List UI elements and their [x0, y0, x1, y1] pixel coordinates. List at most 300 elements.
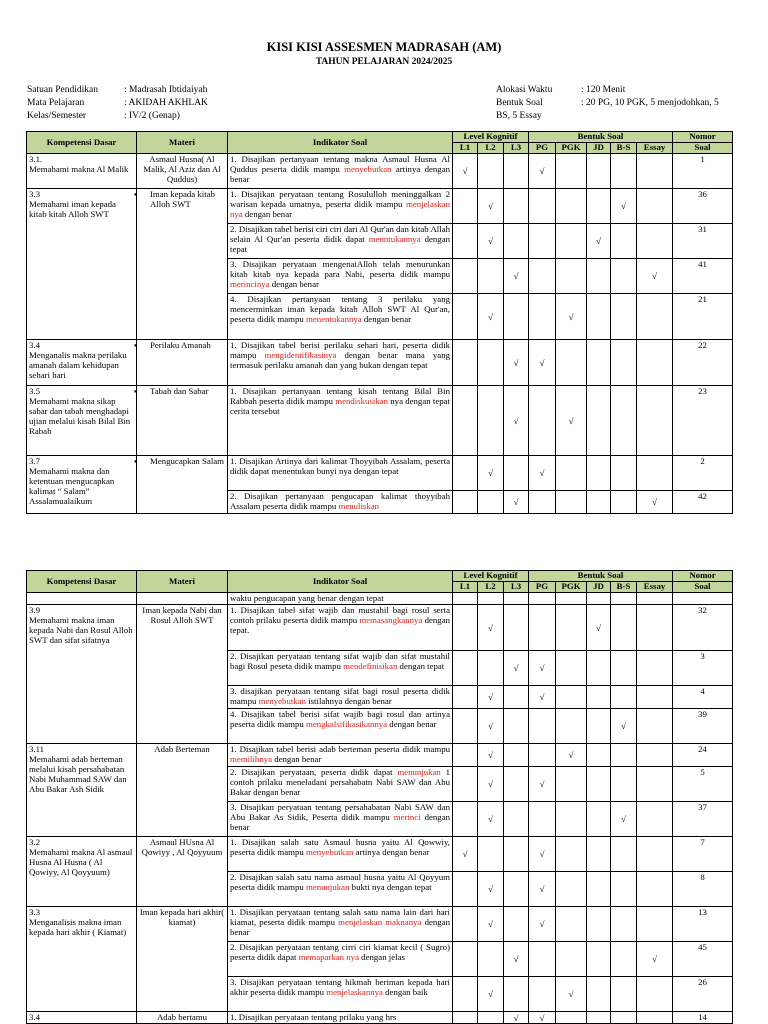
check-cell-pgk: [556, 872, 587, 907]
table-row: [27, 340, 733, 386]
kompetensi-dasar-text: 3.1.: [29, 154, 43, 164]
check-cell-l3: [504, 340, 529, 386]
check-cell-l1: [453, 340, 478, 386]
col-l3: L3: [504, 143, 529, 154]
info-value-continued: BS, 5 Essay: [496, 111, 542, 121]
check-cell-pg: [529, 1012, 556, 1024]
check-cell-b-s: [611, 340, 637, 386]
operational-verb: menunjukan: [397, 767, 441, 777]
check-mark-icon: √: [488, 468, 493, 478]
operational-verb: menyebutkan: [258, 696, 306, 706]
check-cell-l1: [453, 1012, 478, 1024]
check-cell-b-s: [611, 942, 637, 977]
check-cell-jd: [587, 651, 611, 686]
indikator-text: istilahnya dengan benar: [305, 696, 392, 706]
kompetensi-dasar-text: 3.4: [29, 1012, 40, 1022]
indikator-text: 2. Disajikan pertanyaan pengucapan kalimat thoyyibah Assalam peserta didik mampu: [230, 491, 450, 511]
indikator-text: artinya dengan benar: [353, 847, 430, 857]
check-cell-l3: [504, 709, 529, 744]
col-l3: L3: [504, 582, 529, 593]
check-cell-jd: [587, 593, 611, 605]
indikator-cell: [228, 456, 453, 491]
operational-verb: menjelaskannya: [326, 987, 383, 997]
check-cell-pgk: [556, 977, 587, 1012]
check-cell-pg: [529, 942, 556, 977]
indikator-text: 2. Disajikan tabel berisi ciri ciri dari Al Qur'an dan kitab Allah selain Al Qur'an peserta didik dapat: [230, 224, 450, 244]
check-cell-l1: [453, 837, 478, 872]
check-mark-icon: √: [621, 201, 626, 211]
indikator-text: 1. Disajikan tabel berisi adab berteman peserta didik mampu: [230, 744, 450, 754]
operational-verb: menntukannya: [368, 234, 421, 244]
kompetensi-dasar-cell: [27, 1012, 137, 1024]
kompetensi-dasar-cell: [27, 907, 137, 1012]
col-indikator-soal: Indikator Soal: [228, 132, 453, 154]
indikator-cell: [228, 977, 453, 1012]
table-row: [27, 456, 733, 491]
check-cell-b-s: [611, 259, 637, 294]
indikator-cell: [228, 767, 453, 802]
kompetensi-dasar-text: Memahami iman kepada kitab kitab Alloh SWT: [29, 199, 116, 219]
check-cell-l2: [478, 294, 504, 340]
check-cell-pgk: [556, 224, 587, 259]
check-cell-pg: [529, 651, 556, 686]
check-cell-pgk: [556, 907, 587, 942]
kompetensi-dasar-text: Memahami makna iman kepada Nabi dan Rosul Alloh SWT dan sifat sifatnya: [29, 615, 133, 645]
check-cell-pg: [529, 907, 556, 942]
check-cell-pgk: [556, 767, 587, 802]
check-cell-jd: [587, 259, 611, 294]
nomor-soal-cell: 41: [673, 259, 733, 294]
check-mark-icon: √: [539, 166, 545, 176]
check-mark-icon: √: [652, 271, 657, 281]
kompetensi-dasar-text: 3.2: [29, 837, 40, 847]
document-subtitle: TAHUN PELAJARAN 2024/2025: [315, 57, 453, 67]
materi-cell: [134, 189, 228, 340]
check-cell-l3: [504, 593, 529, 605]
check-cell-essay: [637, 189, 673, 224]
operational-verb: merincinya: [230, 279, 270, 289]
indikator-text: 1. Disajikan peryataan tentang prilaku yang hrs: [230, 1012, 397, 1022]
header-row: [27, 132, 733, 143]
materi-cell: [134, 386, 228, 456]
indikator-cell: [228, 837, 453, 872]
table-body: [27, 593, 733, 1024]
check-cell-essay: [637, 259, 673, 294]
check-cell-pgk: [556, 593, 587, 605]
check-cell-essay: [637, 767, 673, 802]
check-cell-pgk: [556, 837, 587, 872]
check-cell-b-s: [611, 386, 637, 456]
indikator-cell: [228, 605, 453, 651]
check-cell-b-s: [611, 224, 637, 259]
check-cell-essay: [637, 340, 673, 386]
check-cell-jd: [587, 872, 611, 907]
check-cell-b-s: [611, 767, 637, 802]
indikator-text: 4. Disajikan tabel berisi sifat wajib bagi rosul dan artinya peserta didik mampu: [230, 709, 450, 729]
check-cell-l2: [478, 942, 504, 977]
kompetensi-dasar-cell: [27, 154, 137, 189]
check-mark-icon: √: [488, 692, 493, 702]
check-cell-l2: [478, 651, 504, 686]
check-cell-l3: [504, 259, 529, 294]
check-mark-icon: √: [596, 236, 601, 246]
materi-cell: [137, 837, 228, 907]
check-cell-pg: [529, 259, 556, 294]
kompetensi-dasar-cell: [27, 340, 137, 386]
col-nomor: Nomor: [673, 132, 733, 143]
indikator-text: 1. Disajikan tabel sifat wajib dan mustahil bagi rosul serta contoh prilaku peserta didik mampu: [230, 605, 450, 625]
kompetensi-dasar-cell: [27, 593, 137, 605]
check-mark-icon: √: [621, 721, 626, 731]
check-cell-jd: [587, 294, 611, 340]
kompetensi-dasar-text: Menganalis makna perilaku amanah dalam kehidupan sehari hari: [29, 350, 127, 380]
check-cell-b-s: [611, 154, 637, 189]
operational-verb: menyebutkan: [344, 164, 392, 174]
check-cell-pgk: [556, 154, 587, 189]
check-mark-icon: √: [488, 919, 493, 929]
col-kompetensi-dasar: Kompetensi Dasar: [27, 132, 137, 154]
operational-verb: mengkalsifikasikannya: [305, 719, 388, 729]
check-mark-icon: √: [539, 692, 545, 702]
indikator-text: 1. Disajikan tabel berisi perilaku sehari hari, peserta didik mampu: [230, 340, 450, 360]
check-mark-icon: √: [539, 919, 545, 929]
table-header: [27, 132, 733, 154]
check-cell-essay: [637, 1012, 673, 1024]
check-mark-icon: √: [652, 954, 657, 964]
check-cell-pg: [529, 294, 556, 340]
nomor-soal-cell: 4: [673, 686, 733, 709]
check-cell-essay: [637, 651, 673, 686]
col-level-kognitif: Level Kognitif: [453, 132, 529, 143]
operational-verb: menuliskan: [338, 501, 380, 511]
operational-verb: menyebutkan: [305, 847, 354, 857]
check-cell-pg: [529, 744, 556, 767]
check-cell-l2: [478, 837, 504, 872]
materi-cell: [137, 605, 228, 744]
check-cell-l3: [504, 386, 529, 456]
kompetensi-dasar-cell: [27, 456, 137, 514]
check-cell-pg: [529, 386, 556, 456]
kompetensi-dasar-text: 3.11: [29, 744, 45, 754]
indikator-text: dengan tepat: [230, 234, 450, 254]
check-cell-essay: [637, 593, 673, 605]
check-cell-essay: [637, 709, 673, 744]
check-mark-icon: √: [513, 357, 519, 368]
check-cell-l2: [478, 456, 504, 491]
col-pg: PG: [529, 582, 556, 593]
indikator-text: 1. Disajikan pertanyaan tentang makna Asmaul Husna Al Quddus peserta didik mampu: [230, 154, 450, 174]
kompetensi-dasar-text: 3.4: [29, 340, 40, 350]
indikator-text: 4. Disajikan pertanyaan tentang 3 perilaku yang mencerminkan iman kepada kitab Alloh SWT Al Qur'an, peserta didik mampu: [230, 294, 450, 324]
operational-verb: memilihnya: [230, 754, 273, 764]
check-cell-essay: [637, 224, 673, 259]
indikator-text: dengan benar: [242, 209, 293, 219]
check-cell-b-s: [611, 294, 637, 340]
indikator-text: dengan tepat: [397, 661, 445, 671]
check-cell-b-s: [611, 872, 637, 907]
check-cell-l1: [453, 189, 478, 224]
indikator-cell: [228, 942, 453, 977]
nomor-soal-cell: 21: [673, 294, 733, 340]
nomor-soal-cell: [673, 593, 733, 605]
indikator-text: 3. Disajikan peryataan mengenaiAlloh telah menurunkan kitab kitab nya kepada para Nabi, peserta didik mampu: [230, 259, 450, 279]
check-mark-icon: √: [513, 663, 519, 673]
table-row: [27, 189, 733, 224]
check-cell-pg: [529, 837, 556, 872]
operational-verb: memaparkan nya: [298, 952, 359, 962]
check-cell-b-s: [611, 744, 637, 767]
indikator-text: dengan benar: [387, 719, 437, 729]
check-mark-icon: √: [488, 622, 493, 633]
nomor-soal-cell: 32: [673, 605, 733, 651]
check-mark-icon: √: [488, 750, 493, 760]
check-mark-icon: √: [513, 954, 519, 964]
col-pgk: PGK: [556, 582, 587, 593]
indikator-cell: [228, 491, 453, 514]
check-cell-jd: [587, 456, 611, 491]
check-cell-essay: [637, 686, 673, 709]
check-cell-l3: [504, 872, 529, 907]
col-essay: Essay: [637, 143, 673, 154]
check-cell-pg: [529, 189, 556, 224]
check-cell-jd: [587, 942, 611, 977]
indikator-text: 3. Disajikan peryataan tentang hikmah beriman kepada hari akhir peserta didik mampu: [230, 977, 450, 997]
check-cell-l2: [478, 224, 504, 259]
col-materi: Materi: [137, 132, 228, 154]
check-cell-l3: [504, 767, 529, 802]
materi-cell: [137, 1012, 228, 1024]
table-row: [27, 154, 733, 189]
check-mark-icon: √: [488, 884, 493, 894]
check-cell-pgk: [556, 709, 587, 744]
col-nomor: Nomor: [673, 571, 733, 582]
check-mark-icon: √: [539, 663, 545, 673]
col-pg: PG: [529, 143, 556, 154]
check-cell-l3: [504, 942, 529, 977]
check-cell-l1: [453, 872, 478, 907]
indikator-text: dengan benar mana yang termasuk perilaku amanah dan yang bukan dengan tepat: [230, 350, 450, 370]
check-cell-b-s: [611, 491, 637, 514]
kompetensi-dasar-cell: [27, 386, 137, 456]
check-cell-l2: [478, 872, 504, 907]
check-cell-l3: [504, 456, 529, 491]
check-cell-pg: [529, 686, 556, 709]
col-soal: Soal: [673, 582, 733, 593]
col-bentuk-soal: Bentuk Soal: [529, 132, 673, 143]
check-mark-icon: √: [488, 779, 493, 789]
check-cell-pgk: [556, 340, 587, 386]
col-materi: Materi: [137, 571, 228, 593]
check-cell-essay: [637, 386, 673, 456]
check-cell-l2: [478, 686, 504, 709]
indikator-text: 2. Disajikan peryataan, peserta didik dapat: [230, 767, 398, 777]
check-cell-b-s: [611, 593, 637, 605]
materi-text: Asmaul Husna( Al Malik, Al Aziz dan Al Quddus): [143, 154, 221, 184]
info-value: : AKIDAH AKHLAK: [124, 98, 208, 108]
check-cell-l2: [478, 189, 504, 224]
check-cell-l2: [478, 802, 504, 837]
materi-cell: [137, 154, 228, 189]
check-cell-l1: [453, 154, 478, 189]
identity-right: [496, 84, 741, 121]
check-mark-icon: √: [488, 814, 493, 824]
operational-verb: menjelaskan maknanya: [338, 917, 422, 927]
check-cell-jd: [587, 837, 611, 872]
check-cell-essay: [637, 872, 673, 907]
kompetensi-dasar-cell: [27, 837, 137, 907]
check-cell-b-s: [611, 977, 637, 1012]
nomor-soal-cell: 37: [673, 802, 733, 837]
check-cell-l2: [478, 154, 504, 189]
indikator-text: dengan tepat.: [230, 615, 450, 635]
check-cell-pgk: [556, 259, 587, 294]
check-cell-l1: [453, 224, 478, 259]
materi-text: Perilaku Amanah: [150, 340, 211, 350]
indikator-cell: [228, 709, 453, 744]
nomor-soal-cell: 45: [673, 942, 733, 977]
check-cell-l1: [453, 744, 478, 767]
check-cell-jd: [587, 154, 611, 189]
check-cell-l1: [453, 686, 478, 709]
check-cell-pgk: [556, 294, 587, 340]
check-cell-l3: [504, 837, 529, 872]
materi-cell: [137, 593, 228, 605]
document-title: KISI KISI ASSESMEN MADRASAH (AM): [266, 40, 502, 54]
indikator-cell: [228, 294, 453, 340]
check-cell-jd: [587, 802, 611, 837]
check-cell-pg: [529, 977, 556, 1012]
check-cell-l1: [453, 802, 478, 837]
header-row: [27, 571, 733, 582]
check-cell-l3: [504, 154, 529, 189]
check-cell-l2: [478, 977, 504, 1012]
kompetensi-dasar-text: Memahami makna Al asmaul Husna Al Husna ( Al Qowiyy, Al Qoyyuum): [29, 847, 133, 877]
check-cell-l1: [453, 709, 478, 744]
check-mark-icon: √: [513, 415, 519, 426]
indikator-cell: [228, 1012, 453, 1024]
materi-text: Adab bertamu: [156, 1012, 208, 1022]
check-cell-l2: [478, 491, 504, 514]
indikator-cell: [228, 340, 453, 386]
check-cell-l3: [504, 907, 529, 942]
col-b-s: B-S: [611, 582, 637, 593]
table-row: [27, 744, 733, 767]
check-cell-pgk: [556, 942, 587, 977]
check-cell-l1: [453, 259, 478, 294]
nomor-soal-cell: 5: [673, 767, 733, 802]
check-cell-jd: [587, 709, 611, 744]
indikator-text: 1. Disajikan Artinya dari kalimat Thoyyibah Assalam, peserta didik dapat menentukan bunyi nya dengan tepat: [230, 456, 450, 476]
check-cell-l3: [504, 686, 529, 709]
check-cell-pgk: [556, 189, 587, 224]
check-cell-jd: [587, 1012, 611, 1024]
check-mark-icon: √: [539, 1012, 545, 1023]
table-row: [27, 907, 733, 942]
check-cell-l1: [453, 767, 478, 802]
check-mark-icon: √: [488, 236, 493, 246]
operational-verb: menjelaskan nya: [230, 199, 450, 219]
indikator-text: 2. Disajikan salah satu nama asmaul husna yaitu Al Qoyyum peserta didik mampu: [230, 872, 450, 892]
check-cell-essay: [637, 942, 673, 977]
check-mark-icon: √: [488, 989, 493, 999]
check-cell-l2: [478, 744, 504, 767]
check-cell-l1: [453, 593, 478, 605]
indikator-cell: [228, 189, 453, 224]
check-mark-icon: √: [539, 779, 545, 789]
col-b-s: B-S: [611, 143, 637, 154]
nomor-soal-cell: 31: [673, 224, 733, 259]
materi-cell: [134, 340, 228, 386]
check-cell-b-s: [611, 802, 637, 837]
table-row: [27, 593, 733, 605]
check-cell-pg: [529, 802, 556, 837]
check-cell-l1: [453, 386, 478, 456]
indikator-text: nya dengan tepat cerita tersebut: [230, 396, 450, 416]
check-cell-pgk: [556, 605, 587, 651]
check-cell-l1: [453, 294, 478, 340]
info-label: Bentuk Soal: [496, 98, 543, 108]
indikator-cell: [228, 259, 453, 294]
check-cell-l1: [453, 942, 478, 977]
check-cell-pg: [529, 154, 556, 189]
check-cell-l3: [504, 1012, 529, 1024]
indikator-text: dengan benar: [230, 812, 450, 832]
check-cell-essay: [637, 154, 673, 189]
materi-text: Adab Berteman: [154, 744, 210, 754]
check-cell-pgk: [556, 386, 587, 456]
col-essay: Essay: [637, 582, 673, 593]
kompetensi-dasar-text: 3.9: [29, 605, 40, 615]
kompetensi-dasar-cell: [27, 605, 137, 744]
kompetensi-dasar-cell: [27, 744, 137, 837]
check-cell-l2: [478, 386, 504, 456]
check-mark-icon: √: [621, 814, 626, 824]
check-cell-b-s: [611, 907, 637, 942]
check-cell-essay: [637, 977, 673, 1012]
check-cell-l1: [453, 605, 478, 651]
nomor-soal-cell: 42: [673, 491, 733, 514]
bullet-icon: ▪: [134, 456, 138, 466]
info-value: : IV/2 (Genap): [124, 111, 180, 121]
col-bentuk-soal: Bentuk Soal: [529, 571, 673, 582]
nomor-soal-cell: 3: [673, 651, 733, 686]
check-mark-icon: √: [596, 622, 601, 633]
check-cell-pgk: [556, 744, 587, 767]
check-cell-l3: [504, 605, 529, 651]
info-value: : 20 PG, 10 PGK, 5 menjodohkan, 5: [581, 98, 719, 108]
check-cell-essay: [637, 802, 673, 837]
indikator-text: waktu pengucapan yang benar dengan tepat: [230, 593, 384, 603]
indikator-text: 2. Disajikan peryataan tentang sifat wajib dan sifat mustahil bagi Rosul peseta didik mampu: [230, 651, 450, 671]
nomor-soal-cell: 39: [673, 709, 733, 744]
indikator-text: dengan baik: [382, 987, 428, 997]
check-cell-jd: [587, 907, 611, 942]
nomor-soal-cell: 36: [673, 189, 733, 224]
check-cell-l3: [504, 224, 529, 259]
kompetensi-dasar-text: 3.3: [29, 189, 40, 199]
nomor-soal-cell: 14: [673, 1012, 733, 1024]
check-mark-icon: √: [513, 271, 519, 281]
check-cell-pgk: [556, 491, 587, 514]
check-mark-icon: √: [462, 849, 468, 859]
check-cell-jd: [587, 977, 611, 1012]
check-mark-icon: √: [568, 750, 574, 760]
indikator-cell: [228, 593, 453, 605]
info-label: Alokasi Waktu: [496, 85, 553, 95]
check-cell-essay: [637, 294, 673, 340]
info-label: Kelas/Semester: [27, 111, 87, 121]
indikator-text: 1. Disajikan peryataan tentang Rosululloh meninggalkan 2 warisan kepada umatnya, peserta didik mampu: [230, 189, 450, 209]
